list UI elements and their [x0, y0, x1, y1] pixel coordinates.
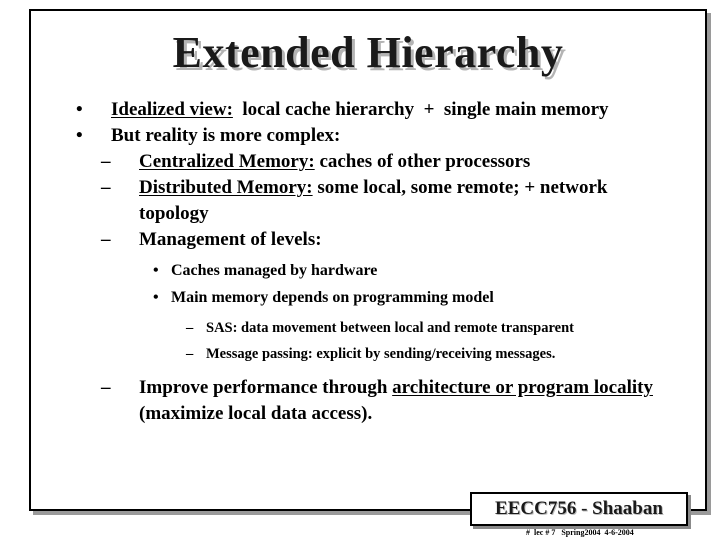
- subbullet-improve-performance: [76, 375, 663, 427]
- dash-marker: –: [186, 320, 194, 336]
- footer-note: # lec # 7 Spring2004 4-6-2004: [526, 528, 634, 537]
- item-main-memory: [76, 284, 720, 311]
- subbullet-label: Centralized Memory:: [139, 151, 315, 172]
- item-text: Main memory depends on programming model: [171, 289, 494, 306]
- subbullet-text: some local, some remote; + network topology: [139, 177, 608, 224]
- subbullet-text: Improve performance through: [139, 377, 393, 398]
- bullet-marker: •: [153, 289, 159, 306]
- subitem-text: Message passing: explicit by sending/receiving messages.: [206, 346, 556, 362]
- dash-marker: –: [101, 177, 111, 198]
- subbullet-text: Management of levels:: [139, 229, 322, 250]
- item-caches-hardware: [76, 257, 720, 284]
- subbullet-centralized-memory: [76, 149, 720, 175]
- dash-marker: –: [101, 377, 111, 398]
- subbullet-management: [76, 227, 720, 253]
- dash-marker: –: [101, 229, 111, 250]
- slide-body: [76, 97, 720, 427]
- subbullet-label: Distributed Memory:: [139, 177, 313, 198]
- subitem-message-passing: [76, 341, 720, 367]
- subbullet-label: architecture or program locality: [392, 377, 653, 398]
- bullet-marker: •: [153, 262, 159, 279]
- dash-marker: –: [186, 346, 194, 362]
- slide-title: Extended Hierarchy: [172, 28, 564, 77]
- bullet-reality: [76, 123, 720, 149]
- bullet-text: local cache hierarchy + single main memory: [232, 99, 609, 120]
- bullet-marker: •: [76, 125, 83, 146]
- bullet-text: But reality is more complex:: [111, 125, 341, 146]
- bullet-idealized-view: [76, 97, 720, 123]
- item-text: Caches managed by hardware: [171, 262, 378, 279]
- slide-frame: [29, 9, 707, 511]
- course-badge: EECC756 - Shaaban: [470, 492, 688, 526]
- subbullet-text: caches of other processors: [314, 151, 531, 172]
- bullet-marker: •: [76, 99, 83, 120]
- dash-marker: –: [101, 151, 111, 172]
- subitem-sas: [76, 315, 720, 341]
- bullet-label: Idealized view:: [111, 99, 233, 120]
- subitem-text: SAS: data movement between local and remote transparent: [206, 320, 574, 336]
- subbullet-text: (maximize local data access).: [139, 377, 663, 424]
- subbullet-distributed-memory: [76, 175, 629, 227]
